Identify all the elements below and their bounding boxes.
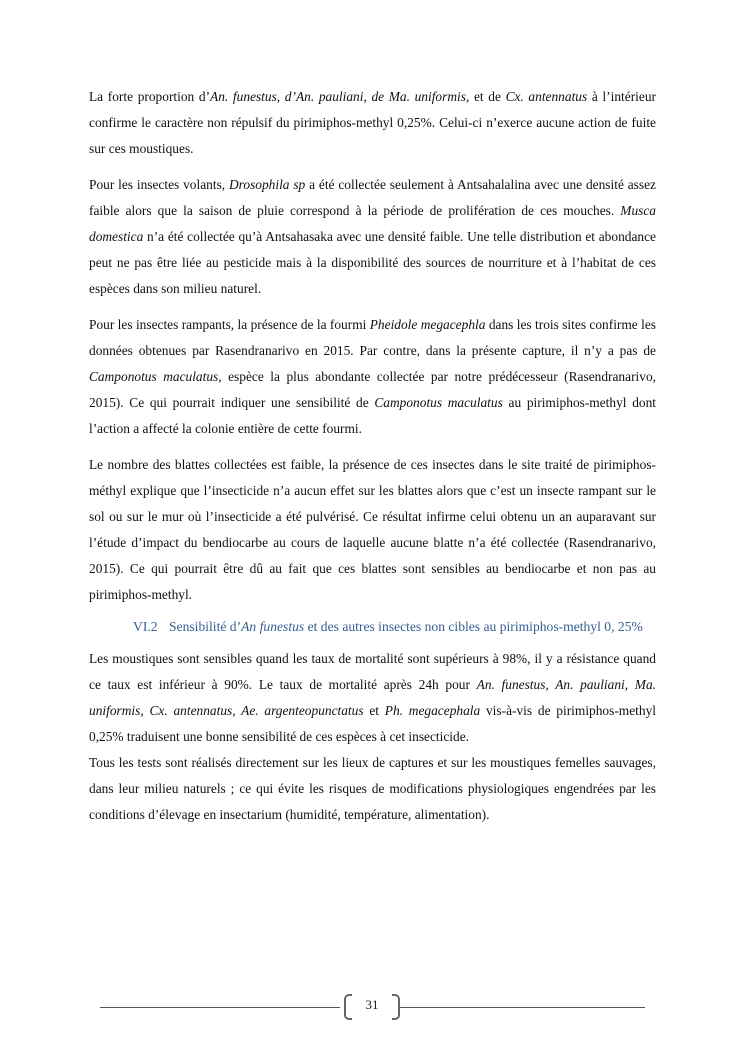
text-run: et des autres insectes non cibles au pirimiphos-methyl 0, 25%: [304, 619, 643, 634]
right-brace-ornament: [392, 994, 400, 1020]
text-run: et: [363, 703, 385, 718]
text-run: à l’intérieur confirme le caractère non répulsif du pirimiphos-methyl 0,25%. Celui-ci n’exerce aucune action de fuite sur ces moustiques.: [89, 89, 656, 156]
text-run: au pirimiphos-methyl dont l’action a affecté la colonie entière de cette fourmi.: [89, 395, 656, 436]
species-name: Ph. megacephala: [384, 703, 481, 718]
species-name: An. funestus, d’An. pauliani, de Ma. uniformis,: [210, 89, 470, 104]
species-name: Pheidole megacephla: [369, 317, 486, 332]
page-number: 31: [365, 997, 379, 1012]
text-run: Pour les insectes rampants, la présence de la fourmi: [89, 317, 370, 332]
species-name: An. funestus, An. pauliani, Ma. uniformis, Cx. antennatus, Ae. argenteopunctatus: [89, 677, 656, 718]
page-footer: [100, 994, 645, 1022]
page-body: [89, 84, 656, 838]
footer-rule-left: [100, 1007, 340, 1008]
paragraph-4: [89, 452, 656, 608]
text-run: La forte proportion d’: [89, 89, 211, 104]
species-name: An funestus: [241, 619, 305, 634]
paragraph-1: [89, 84, 656, 162]
section-heading: [133, 618, 656, 636]
text-run: n’a été collectée qu’à Antsahasaka avec une densité faible. Une telle distribution et abondance peut ne pas être liée au pesticide mais à la disponibilité des sources de nourriture et à l’habitat de ces espèces dans son milieu naturel.: [89, 229, 656, 296]
paragraph-3: [89, 312, 656, 442]
text-run: Sensibilité d’: [169, 619, 242, 634]
text-run: Le nombre des blattes collectées est faible, la présence de ces insectes dans le site traité de pirimiphos-méthyl explique que l’insecticide n’a aucun effet sur les blattes alors que c’est un insecte rampant sur le sol ou sur le mur où l’insecticide a été pulvérisé. Ce résultat infirme celui obtenu un an auparavant sur l’étude d’impact du bendiocarbe au cours de laquelle aucune blatte n’a été collectée (Rasendranarivo, 2015). Ce qui pourrait être dû au fait que ces blattes sont sensibles au bendiocarbe et non pas au pirimiphos-methyl.: [89, 457, 656, 602]
section-number: VI.2: [133, 619, 158, 634]
paragraph-5: [89, 646, 656, 750]
species-name: Camponotus maculatus,: [89, 369, 222, 384]
text-run: Tous les tests sont réalisés directement sur les lieux de captures et sur les moustiques femelles sauvages, dans leur milieu naturels ; ce qui évite les risques de modifications physiologiques engendrées par les conditions d’élevage en insectarium (humidité, température, alimentation).: [89, 755, 656, 822]
footer-rule-right: [400, 1007, 645, 1008]
text-run: a été collectée seulement à Antsahalalina avec une densité assez faible alors que la saison de pluie correspond à la période de prolifération de ces mouches.: [89, 177, 656, 218]
text-run: et de: [469, 89, 506, 104]
section-title: [169, 618, 656, 636]
paragraph-6: [89, 750, 656, 828]
species-name: Camponotus maculatus: [374, 395, 503, 410]
paragraph-2: [89, 172, 656, 302]
text-run: espèce la plus abondante collectée par notre prédécesseur (Rasendranarivo, 2015). Ce qui pourrait indiquer une sensibilité de: [89, 369, 656, 410]
left-brace-ornament: [344, 994, 352, 1020]
text-run: vis-à-vis de pirimiphos-methyl 0,25% traduisent une bonne sensibilité de ces espèces à cet insecticide.: [89, 703, 656, 744]
text-run: Pour les insectes volants,: [89, 177, 229, 192]
species-name: Cx. antennatus: [505, 89, 588, 104]
text-run: dans les trois sites confirme les données obtenues par Rasendranarivo en 2015. Par contre, dans la présente capture, il n’y a pas de: [89, 317, 657, 358]
text-run: Les moustiques sont sensibles quand les taux de mortalité sont supérieurs à 98%, il y a résistance quand ce taux est inférieur à 90%. Le taux de mortalité après 24h pour: [89, 651, 656, 692]
species-name: Musca domestica: [89, 203, 656, 244]
species-name: Drosophila sp: [228, 177, 306, 192]
